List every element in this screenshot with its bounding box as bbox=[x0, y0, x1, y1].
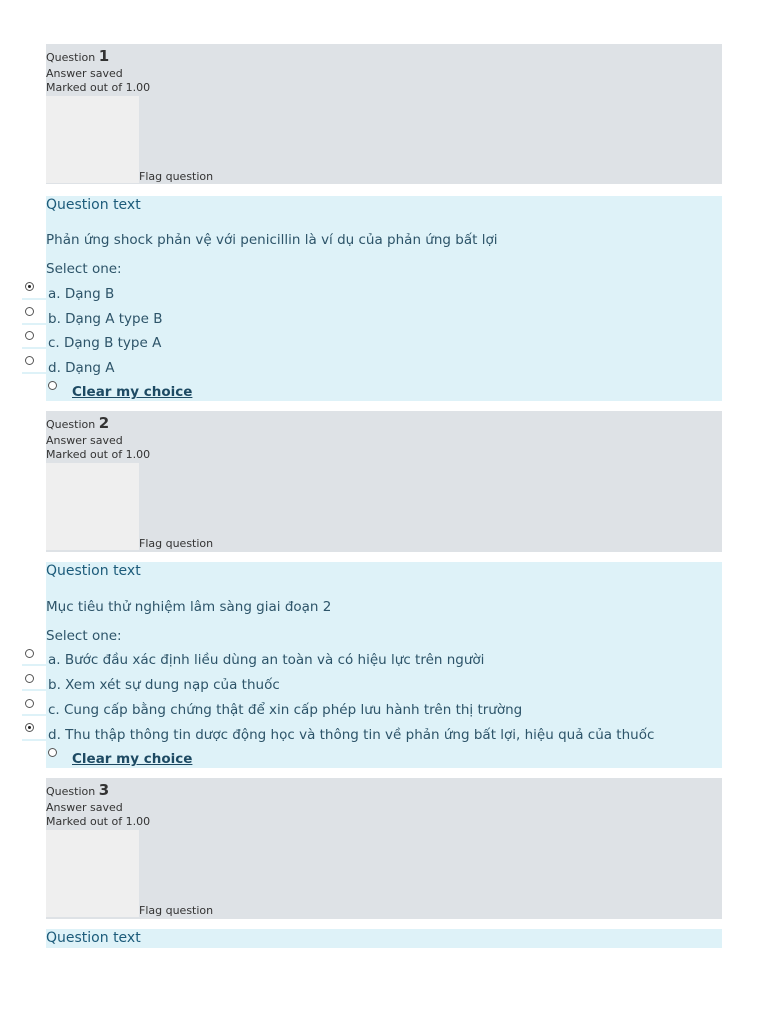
answer-divider bbox=[22, 689, 46, 691]
flag-icon[interactable] bbox=[46, 463, 139, 550]
answer-radio-a[interactable] bbox=[25, 649, 34, 658]
answer-radio-c[interactable] bbox=[25, 699, 34, 708]
flag-question-link[interactable]: Flag question bbox=[139, 904, 214, 917]
question-number: Question 1 bbox=[46, 47, 110, 65]
flag-question-link[interactable]: Flag question bbox=[139, 170, 214, 183]
answer-radio-b[interactable] bbox=[25, 307, 34, 316]
question-number: Question 2 bbox=[46, 414, 110, 432]
question-info-panel bbox=[46, 44, 722, 184]
question-info-panel bbox=[46, 411, 722, 552]
answer-radio-b[interactable] bbox=[25, 674, 34, 683]
answer-radio-d[interactable] bbox=[25, 723, 34, 732]
answer-option-a[interactable]: a. Dạng B bbox=[48, 286, 115, 302]
clear-my-choice-link[interactable]: Clear my choice bbox=[72, 751, 193, 767]
flag-icon[interactable] bbox=[46, 830, 139, 917]
answer-option-a[interactable]: a. Bước đầu xác định liều dùng an toàn và có hiệu lực trên người bbox=[48, 652, 485, 668]
question-text: Mục tiêu thử nghiệm lâm sàng giai đoạn 2 bbox=[46, 599, 332, 615]
answer-option-d[interactable]: d. Thu thập thông tin dược động học và thông tin về phản ứng bất lợi, hiệu quả của thuốc bbox=[48, 727, 655, 743]
question-grade: Marked out of 1.00 bbox=[46, 448, 151, 461]
answer-divider bbox=[22, 714, 46, 716]
clear-choice-radio[interactable] bbox=[48, 748, 57, 757]
clear-choice-radio[interactable] bbox=[48, 381, 57, 390]
question-info-panel bbox=[46, 778, 722, 919]
question-grade: Marked out of 1.00 bbox=[46, 81, 151, 94]
select-one-prompt: Select one: bbox=[46, 628, 122, 644]
flag-icon[interactable] bbox=[46, 96, 139, 183]
answer-divider bbox=[22, 323, 46, 325]
question-state: Answer saved bbox=[46, 801, 123, 814]
answer-option-c[interactable]: c. Cung cấp bằng chứng thật để xin cấp phép lưu hành trên thị trường bbox=[48, 702, 523, 718]
question-state: Answer saved bbox=[46, 434, 123, 447]
question-text-heading: Question text bbox=[46, 197, 141, 213]
question-grade: Marked out of 1.00 bbox=[46, 815, 151, 828]
question-content bbox=[46, 196, 722, 401]
answer-divider bbox=[22, 298, 46, 300]
clear-my-choice-link[interactable]: Clear my choice bbox=[72, 384, 193, 400]
answer-divider bbox=[22, 664, 46, 666]
answer-radio-c[interactable] bbox=[25, 331, 34, 340]
answer-divider bbox=[22, 347, 46, 349]
answer-divider bbox=[22, 739, 46, 741]
answer-option-b[interactable]: b. Xem xét sự dung nạp của thuốc bbox=[48, 677, 280, 693]
question-content bbox=[46, 929, 722, 948]
question-text-heading: Question text bbox=[46, 930, 141, 946]
select-one-prompt: Select one: bbox=[46, 261, 122, 277]
answer-divider bbox=[22, 372, 46, 374]
answer-radio-d[interactable] bbox=[25, 356, 34, 365]
question-text-heading: Question text bbox=[46, 563, 141, 579]
answer-option-c[interactable]: c. Dạng B type A bbox=[48, 335, 162, 351]
flag-question-link[interactable]: Flag question bbox=[139, 537, 214, 550]
question-text: Phản ứng shock phản vệ với penicillin là ví dụ của phản ứng bất lợi bbox=[46, 232, 498, 248]
answer-option-b[interactable]: b. Dạng A type B bbox=[48, 311, 163, 327]
answer-radio-a[interactable] bbox=[25, 282, 34, 291]
question-number: Question 3 bbox=[46, 781, 110, 799]
question-state: Answer saved bbox=[46, 67, 123, 80]
answer-option-d[interactable]: d. Dạng A bbox=[48, 360, 115, 376]
